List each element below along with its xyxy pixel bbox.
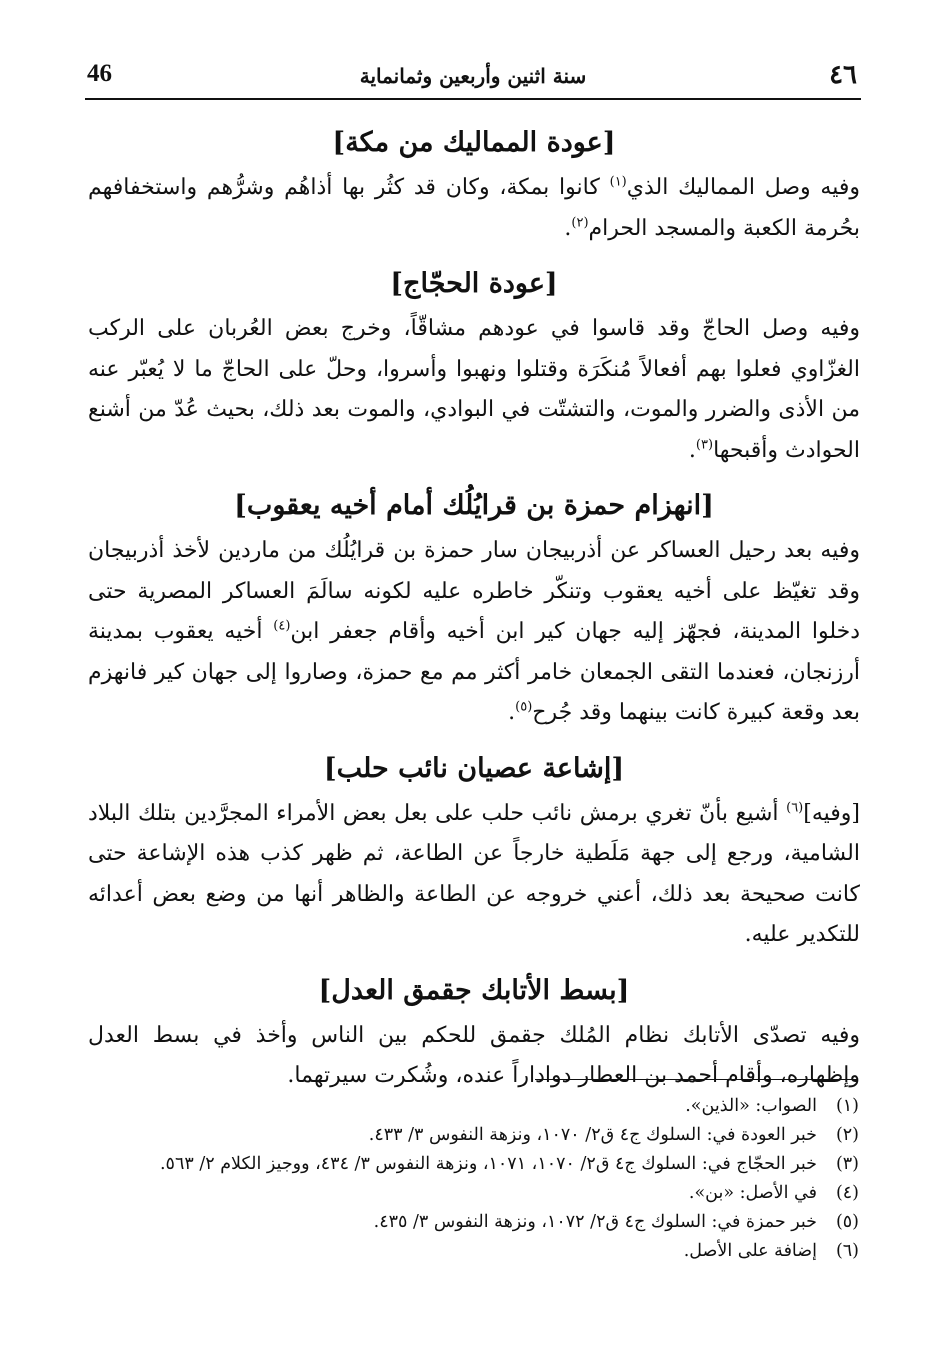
footnote-text: الصواب: «الذين». [685,1096,817,1116]
footnote-number: (١) [835,1096,859,1116]
section-title: [عودة الحجّاج] [390,268,558,299]
footnote-number: (٢) [835,1125,859,1145]
section-paragraph: وفيه وصل المماليك الذي$^{(١)}$ كانوا بمكة، وكان قد كثُر بها أذاهُم وشرُّهم واستخفافهم بحُرمة الكعبة والمسجد الحرام$^{(٢)}$. [88,174,860,241]
footnote-ref: (٥) [515,699,533,715]
section-title: [بسط الأتابك جقمق العدل] [318,974,630,1006]
footnote-number: (٥) [835,1212,859,1232]
footnote-ref: (٢) [571,215,589,231]
section-paragraph: وفيه تصدّى الأتابك نظام المُلك جقمق للحكم بين الناس وأخذ في بسط العدل وإظهاره، وأقام أحمد بن العطار دواداراً عنده، وشُكرت سيرتهما. [88,1022,860,1088]
section-paragraph: [وفيه]$^{(٦)}$ أشيع بأنّ تغري برمش نائب حلب على بعل بعض الأمراء المجرَّدين بتلك البلاد الشامية، ورجع إلى جهة مَلَطية خارجاً عن الطاعة، ثم ظهر كذب هذه الإشاعة حتى كانت صحيحة بعد ذلك، أعني خروجه عن الطاعة والظاهر أنها من وضع بعض أعدائه للتكدير عليه. [88,800,860,947]
footnote [86,1208,859,1237]
footnote-ref: (٤) [273,618,291,634]
header-rule [85,98,861,100]
footnote-text: إضافة على الأصل. [683,1241,817,1261]
section-title: [إشاعة عصيان نائب حلب] [323,752,625,784]
page-number-arabic: ٤٦ [829,60,857,90]
footnote [86,1179,859,1208]
footnotes [86,1092,859,1266]
footnote-ref: (١) [609,174,627,190]
footnote-number: (٣) [835,1154,859,1174]
section-paragraph: وفيه وصل الحاجّ وقد قاسوا في عودهم مشاقّاً، وخرج بعض العُربان على الركب الغزّاوي فعلوا بهم أفعالاً مُنكَرَة وقتلوا ونهبوا وأسروا، وحلّ على الحاجّ ما لا يُعبّر عنه من الأذى والضرر والموت، والتشتّت في البوادي، والموت بعد ذلك، بحيث عُدّ من أشنع الحوادث وأقبحها$^{(٣)}$. [88,316,861,463]
footnote-text: خبر حمزة في: السلوك ج٤ ق٢/ ١٠٧٢، ونزهة النفوس ٣/ ٤٣٥. [373,1212,817,1232]
page-header [85,58,861,98]
footnote [86,1121,859,1150]
section-paragraph: وفيه بعد رحيل العساكر عن أذربيجان سار حمزة بن قرايُلُك من ماردين لأخذ أذربيجان وقد تغيّظ على أخيه يعقوب وتنكّر خاطره عليه لكونه سالَمَ العساكر المصرية حتى دخلوا المدينة، فجهّز إليه جهان كير ابن أخيه وأقام جعفر ابن$^{(٤)}$ أخيه يعقوب بمدينة أرزنجان، فعندما التقى الجمعان خامر أكثر مم مع حمزة، وصاروا إلى جهان كير فانهزم بعد وقعة كبيرة كانت بينهما وقد جُرح$^{(٥)}$. [88,538,860,725]
footnote-number: (٤) [835,1183,859,1203]
page-number-latin: 46 [87,60,112,87]
footnote [86,1237,859,1266]
footnote [86,1092,859,1121]
footnote-divider [535,1079,857,1080]
section-title: [انهزام حمزة بن قرايُلُك أمام أخيه يعقوب] [234,490,714,521]
footnote [86,1150,859,1179]
footnote-text: خبر العودة في: السلوك ج٤ ق٢/ ١٠٧٠، ونزهة النفوس ٣/ ٤٣٣. [368,1125,817,1145]
running-title: سنة اثنين وأربعين وثمانماية [359,64,587,88]
section-title: [عودة المماليك من مكة] [332,127,616,158]
footnote-text: في الأصل: «بن». [688,1183,817,1203]
footnote-ref: (٣) [695,437,714,453]
footnote-number: (٦) [835,1241,859,1261]
main-text [88,118,860,1107]
footnote-ref: (٦) [786,800,804,816]
footnote-text: خبر الحجّاج في: السلوك ج٤ ق٢/ ١٠٧٠، ١٠٧١، ونزهة النفوس ٣/ ٤٣٤، ووجيز الكلام ٢/ ٥٦٣. [159,1154,817,1174]
